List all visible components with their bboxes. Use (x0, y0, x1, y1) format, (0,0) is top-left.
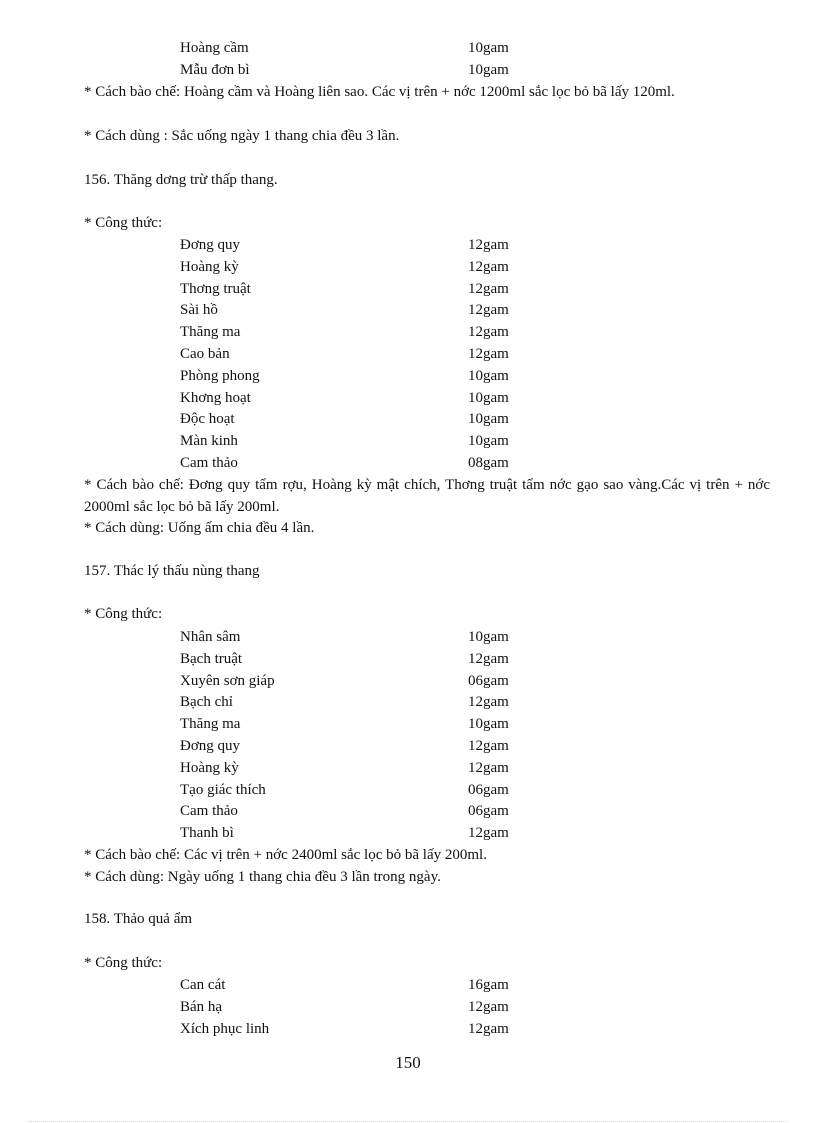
ingredient-name: Hoàng kỳ (180, 258, 239, 275)
ingredient-name: Bạch truật (180, 650, 243, 667)
formula-label: * Công thức: (84, 955, 163, 971)
preparation-text: * Cách bào chế: Hoàng cầm và Hoàng liên sao. Các vị trên + nớc 1200ml sắc lọc bỏ bã lấy 120ml. (84, 84, 675, 100)
ingredient-name: Cao bản (180, 346, 230, 362)
ingredient-name: Sài hồ (180, 302, 218, 319)
ingredient-name: Hoàng kỳ (180, 759, 239, 776)
ingredient-name: Xuyên sơn giáp (180, 672, 275, 689)
section-title: 157. Thác lý thấu nùng thang (84, 563, 260, 579)
ingredient-qty: 10gam (468, 62, 509, 78)
ingredient-qty: 12gam (468, 302, 509, 319)
ingredient-qty: 10gam (468, 40, 509, 56)
ingredient-qty: 06gam (468, 803, 509, 820)
ingredient-name: Thăng ma (180, 716, 241, 733)
ingredient-qty: 12gam (468, 280, 509, 297)
preparation-text: * Cách bào chế: Đơng quy tẩm rợu, Hoàng kỳ mật chích, Thơng truật tẩm nớc gạo sao vàng.Các vị trên + nớc 2000ml sắc lọc bỏ bã lấy 200ml. (84, 477, 770, 515)
ingredient-qty: 12gam (468, 998, 509, 1015)
page-bottom-divider (28, 1121, 788, 1122)
section-title: 158. Thảo quả ẩm (84, 911, 193, 927)
ingredient-name: Tạo giác thích (180, 781, 266, 798)
usage-text: * Cách dùng : Sắc uống ngày 1 thang chia đều 3 lần. (84, 128, 400, 144)
ingredient-qty: 12gam (468, 346, 509, 362)
ingredient-qty: 12gam (468, 759, 509, 776)
ingredient-name: Thăng ma (180, 324, 241, 341)
ingredient-name: Can cát (180, 977, 226, 993)
usage-text: * Cách dùng: Ngày uống 1 thang chia đều 3 lần trong ngày. (84, 869, 441, 885)
ingredient-qty: 10gam (468, 389, 509, 406)
ingredient-name: Bán hạ (180, 998, 223, 1015)
ingredient-qty: 12gam (468, 650, 509, 667)
ingredient-name: Cam thảo (180, 803, 238, 820)
ingredient-qty: 10gam (468, 367, 509, 384)
ingredient-name: Hoàng cầm (180, 40, 249, 56)
ingredient-name: Thanh bì (180, 825, 234, 842)
ingredient-name: Phòng phong (180, 367, 260, 384)
ingredient-qty: 12gam (468, 1020, 509, 1037)
ingredient-qty: 12gam (468, 694, 509, 711)
ingredient-qty: 12gam (468, 825, 509, 842)
ingredient-name: Màn kinh (180, 433, 238, 450)
section-title: 156. Thăng dơng trừ thấp thang. (84, 172, 278, 188)
ingredient-qty: 10gam (468, 716, 509, 733)
usage-text: * Cách dùng: Uống ấm chia đều 4 lần. (84, 520, 315, 536)
ingredient-name: Độc hoạt (180, 411, 235, 428)
ingredient-qty: 12gam (468, 237, 509, 253)
ingredient-name: Thơng truật (180, 280, 251, 297)
preparation-text: * Cách bào chế: Các vị trên + nớc 2400ml sắc lọc bỏ bã lấy 200ml. (84, 847, 487, 863)
ingredient-qty: 10gam (468, 433, 509, 450)
ingredient-name: Đơng quy (180, 237, 241, 253)
ingredient-qty: 16gam (468, 977, 509, 993)
ingredient-name: Xích phục linh (180, 1020, 270, 1037)
formula-label: * Công thức: (84, 215, 163, 231)
ingredient-qty: 08gam (468, 455, 509, 471)
ingredient-qty: 06gam (468, 781, 509, 798)
page-number: 150 (395, 1053, 421, 1072)
ingredient-name: Nhân sâm (180, 629, 241, 645)
ingredient-name: Cam thảo (180, 455, 238, 471)
ingredient-name: Đơng quy (180, 738, 241, 754)
ingredient-name: Khơng hoạt (180, 389, 251, 406)
formula-label: * Công thức: (84, 606, 163, 622)
ingredient-qty: 10gam (468, 629, 509, 645)
ingredient-qty: 06gam (468, 672, 509, 689)
ingredient-qty: 10gam (468, 411, 509, 428)
ingredient-qty: 12gam (468, 258, 509, 275)
ingredient-qty: 12gam (468, 738, 509, 754)
ingredient-name: Mẫu đơn bì (180, 62, 250, 78)
ingredient-name: Bạch chỉ (180, 694, 233, 711)
ingredient-qty: 12gam (468, 324, 509, 341)
